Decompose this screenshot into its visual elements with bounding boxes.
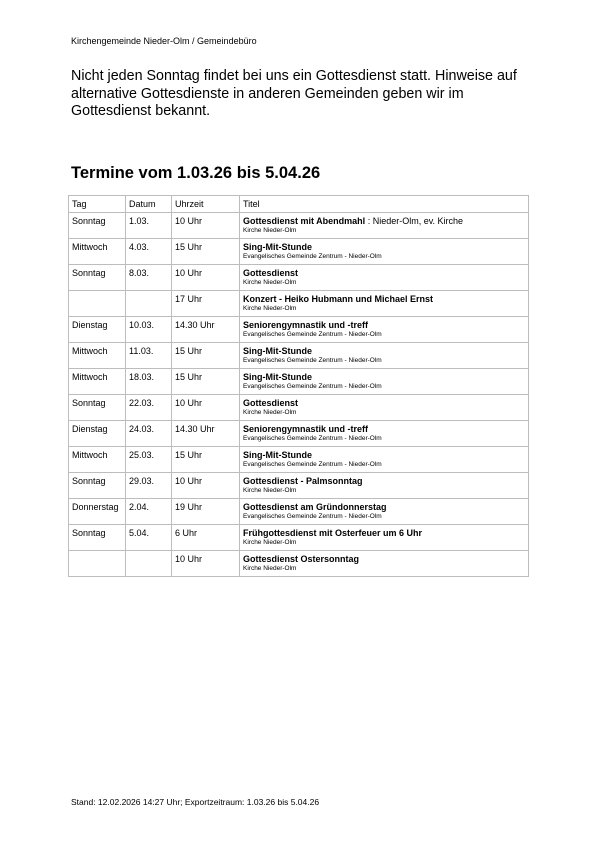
table-row	[69, 395, 529, 421]
table-row	[69, 499, 529, 525]
event-location: Kirche Nieder-Olm	[243, 409, 297, 416]
event-location: Kirche Nieder-Olm	[243, 487, 297, 494]
table-row	[69, 447, 529, 473]
cell-datum: 2.04.	[126, 499, 172, 525]
cell-tag: Mittwoch	[69, 447, 126, 473]
table-row	[69, 369, 529, 395]
schedule-table	[68, 195, 529, 577]
column-header-tag: Tag	[69, 196, 126, 213]
cell-titel	[240, 343, 529, 369]
cell-titel	[240, 291, 529, 317]
event-location: Evangelisches Gemeinde Zentrum - Nieder-Olm	[243, 383, 382, 390]
cell-uhrzeit: 6 Uhr	[172, 525, 240, 551]
cell-uhrzeit: 10 Uhr	[172, 551, 240, 577]
cell-tag	[69, 551, 126, 577]
event-title: Sing-Mit-Stunde	[243, 242, 312, 252]
event-title: Konzert - Heiko Hubmann und Michael Ernst	[243, 294, 434, 304]
cell-datum: 8.03.	[126, 265, 172, 291]
table-row	[69, 551, 529, 577]
cell-tag: Sonntag	[69, 265, 126, 291]
cell-titel	[240, 525, 529, 551]
cell-uhrzeit: 10 Uhr	[172, 213, 240, 239]
event-title: Sing-Mit-Stunde	[243, 372, 312, 382]
cell-titel	[240, 551, 529, 577]
cell-datum: 29.03.	[126, 473, 172, 499]
section-title: Termine vom 1.03.26 bis 5.04.26	[71, 164, 321, 182]
event-title: Seniorengymnastik und -treff	[243, 424, 369, 434]
event-title: Sing-Mit-Stunde	[243, 450, 312, 460]
event-location: Evangelisches Gemeinde Zentrum - Nieder-Olm	[243, 357, 382, 364]
event-location: Kirche Nieder-Olm	[243, 305, 297, 312]
table-row	[69, 239, 529, 265]
column-header-titel: Titel	[240, 196, 529, 213]
cell-tag: Mittwoch	[69, 343, 126, 369]
cell-tag: Donnerstag	[69, 499, 126, 525]
page-header: Kirchengemeinde Nieder-Olm / Gemeindebüro	[71, 36, 257, 46]
event-location: Evangelisches Gemeinde Zentrum - Nieder-Olm	[243, 461, 382, 468]
cell-uhrzeit: 10 Uhr	[172, 265, 240, 291]
event-title: Gottesdienst mit Abendmahl	[243, 216, 366, 226]
cell-titel	[240, 317, 529, 343]
cell-datum: 25.03.	[126, 447, 172, 473]
cell-uhrzeit: 10 Uhr	[172, 473, 240, 499]
cell-datum: 1.03.	[126, 213, 172, 239]
cell-datum	[126, 551, 172, 577]
cell-uhrzeit: 15 Uhr	[172, 239, 240, 265]
cell-uhrzeit: 15 Uhr	[172, 343, 240, 369]
cell-tag: Mittwoch	[69, 239, 126, 265]
cell-titel	[240, 239, 529, 265]
cell-uhrzeit: 10 Uhr	[172, 395, 240, 421]
event-title: Frühgottesdienst mit Osterfeuer um 6 Uhr	[243, 528, 423, 538]
cell-datum: 18.03.	[126, 369, 172, 395]
event-location: Evangelisches Gemeinde Zentrum - Nieder-Olm	[243, 513, 382, 520]
event-title: Sing-Mit-Stunde	[243, 346, 312, 356]
event-title: Seniorengymnastik und -treff	[243, 320, 369, 330]
cell-titel	[240, 421, 529, 447]
cell-uhrzeit: 15 Uhr	[172, 369, 240, 395]
cell-tag: Sonntag	[69, 213, 126, 239]
table-row	[69, 473, 529, 499]
cell-uhrzeit: 15 Uhr	[172, 447, 240, 473]
table-row	[69, 525, 529, 551]
table-row	[69, 421, 529, 447]
cell-datum: 24.03.	[126, 421, 172, 447]
event-location: Kirche Nieder-Olm	[243, 227, 297, 234]
cell-datum: 22.03.	[126, 395, 172, 421]
cell-titel	[240, 473, 529, 499]
table-row	[69, 317, 529, 343]
table-row	[69, 213, 529, 239]
table-header-row	[69, 196, 529, 213]
cell-datum: 5.04.	[126, 525, 172, 551]
cell-tag: Sonntag	[69, 473, 126, 499]
table-row	[69, 265, 529, 291]
cell-titel	[240, 395, 529, 421]
cell-titel	[240, 499, 529, 525]
cell-titel	[240, 265, 529, 291]
cell-uhrzeit: 19 Uhr	[172, 499, 240, 525]
table-row	[69, 343, 529, 369]
event-location-note: : Nieder-Olm, ev. Kirche	[365, 216, 464, 226]
cell-tag: Sonntag	[69, 525, 126, 551]
event-location: Kirche Nieder-Olm	[243, 539, 297, 546]
cell-datum	[126, 291, 172, 317]
event-location: Evangelisches Gemeinde Zentrum - Nieder-Olm	[243, 253, 382, 260]
event-location: Evangelisches Gemeinde Zentrum - Nieder-Olm	[243, 331, 382, 338]
cell-uhrzeit: 14.30 Uhr	[172, 317, 240, 343]
page-footer: Stand: 12.02.2026 14:27 Uhr; Exportzeitraum: 1.03.26 bis 5.04.26	[71, 797, 320, 807]
cell-titel	[240, 369, 529, 395]
table-body	[69, 213, 529, 577]
event-title: Gottesdienst am Gründonnerstag	[243, 502, 387, 512]
column-header-datum: Datum	[126, 196, 172, 213]
event-title: Gottesdienst - Palmsonntag	[243, 476, 363, 486]
cell-datum: 4.03.	[126, 239, 172, 265]
cell-datum: 11.03.	[126, 343, 172, 369]
cell-tag	[69, 291, 126, 317]
event-location: Evangelisches Gemeinde Zentrum - Nieder-Olm	[243, 435, 382, 442]
table-row	[69, 291, 529, 317]
cell-uhrzeit: 17 Uhr	[172, 291, 240, 317]
event-title: Gottesdienst	[243, 398, 299, 408]
event-location: Kirche Nieder-Olm	[243, 565, 297, 572]
event-title: Gottesdienst	[243, 268, 299, 278]
column-header-uhrzeit: Uhrzeit	[172, 196, 240, 213]
cell-tag: Dienstag	[69, 421, 126, 447]
cell-datum: 10.03.	[126, 317, 172, 343]
cell-tag: Sonntag	[69, 395, 126, 421]
cell-tag: Mittwoch	[69, 369, 126, 395]
intro-paragraph: Nicht jeden Sonntag findet bei uns ein Gottesdienst statt. Hinweise auf alternative Gottesdienste in anderen Gemeinden geben wir im Gottesdienst bekannt.	[71, 68, 517, 119]
cell-titel	[240, 213, 529, 239]
event-location: Kirche Nieder-Olm	[243, 279, 297, 286]
cell-titel	[240, 447, 529, 473]
cell-tag: Dienstag	[69, 317, 126, 343]
event-title: Gottesdienst Ostersonntag	[243, 554, 360, 564]
cell-uhrzeit: 14.30 Uhr	[172, 421, 240, 447]
